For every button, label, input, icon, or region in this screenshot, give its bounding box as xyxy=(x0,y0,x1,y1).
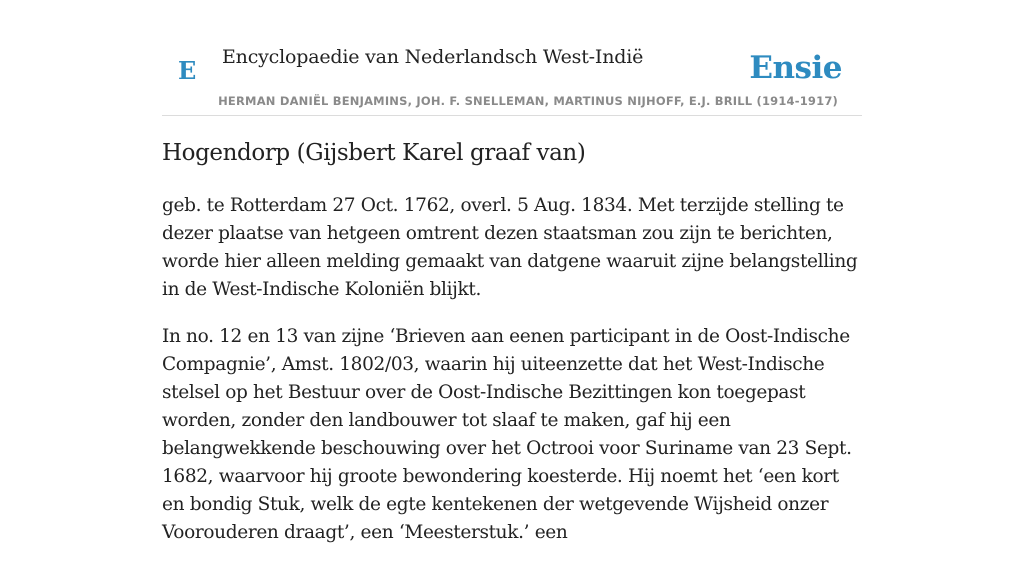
site-title[interactable]: Encyclopaedie van Nederlandsch West-Indië xyxy=(222,46,644,68)
site-logo[interactable]: E xyxy=(178,56,197,85)
paragraph: geb. te Rotterdam 27 Oct. 1762, overl. 5 Aug. 1834. Met terzijde stelling te dezer plaatse van hetgeen omtrent dezen staatsman zou zijn te berichten, worde hier alleen melding gemaakt van datgene waaruit zijne belangstelling in de West-Indische Koloniën blijkt. xyxy=(162,195,858,300)
article-body xyxy=(162,192,862,566)
paragraph: In no. 12 en 13 van zijne ‘Brieven aan eenen participant in de Oost-Indische Compagnie’, Amst. 1802/03, waarin hij uiteenzette dat het West-Indische stelsel op het Bestuur over de Oost-Indische Bezittingen kon toegepast worden, zonder den landbouwer tot slaaf te maken, gaf hij een belangwekkende beschouwing over het Octrooi voor Suriname van 23 Sept. 1682, waarvoor hij groote bewondering koesterde. Hij noemt het ‘een kort en bondig Stuk, welk de egte kentekenen der wetgevende Wijsheid onzer Voorouderen draagt’, een ‘Meesterstuk.’ een xyxy=(162,326,852,543)
authors-byline: HERMAN DANIËL BENJAMINS, JOH. F. SNELLEMAN, MARTINUS NIJHOFF, E.J. BRILL (1914-1917) xyxy=(218,94,838,108)
brand-logo[interactable]: Ensie xyxy=(749,50,842,86)
site-header xyxy=(162,40,862,116)
article-title: Hogendorp (Gijsbert Karel graaf van) xyxy=(162,140,586,166)
